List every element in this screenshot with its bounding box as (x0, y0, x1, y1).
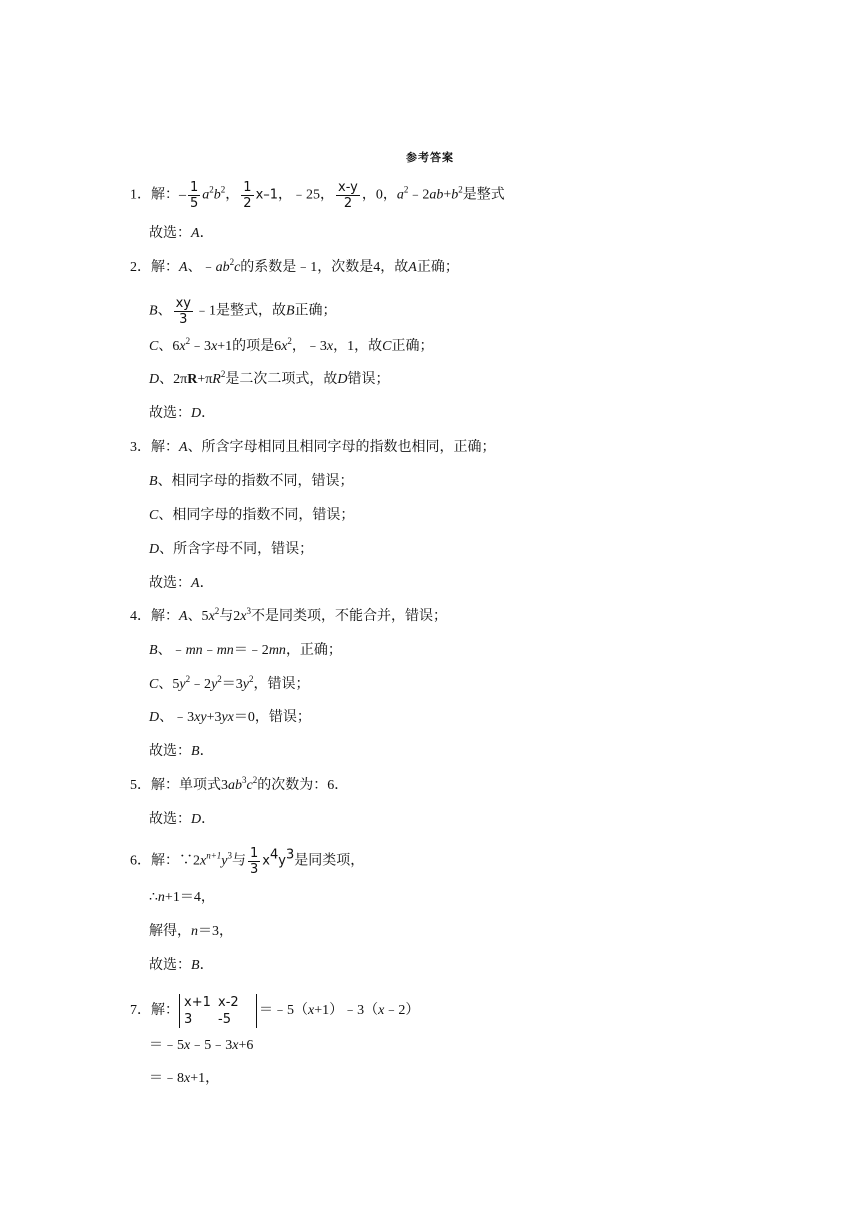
q7-line: 7．解：x+1 x-2 3 -5＝﹣5（x+1）﹣3（x﹣2） (130, 995, 420, 1027)
q7-step-2: ＝﹣8x+1， (149, 1071, 220, 1086)
fraction: $\frac{xy}{3}$ (175, 296, 191, 327)
q6-step-2: 解得，n＝3， (149, 924, 233, 939)
q6-step-1: ∴n+1＝4， (149, 890, 215, 905)
q5-line: 5．解：单项式$3ab^3c^2$的次数为：6． (130, 775, 349, 793)
fraction: $\frac{1}{2}$ (243, 180, 252, 211)
q6-answer: 故选：B． (149, 958, 214, 973)
q1-answer: 故选：A． (149, 226, 214, 241)
q3-line-a: 3．解：A、所含字母相同且相同字母的指数也相同，正确； (130, 440, 496, 455)
q2-line-d: D、$2\pi R+\pi R^2$是二次二项式，故D错误； (149, 369, 390, 387)
q3-line-b: B、相同字母的指数不同，错误； (149, 474, 354, 489)
q5-answer: 故选：D． (149, 812, 216, 827)
fraction: $\frac{x-y}{2}$ (338, 180, 358, 211)
q1-line: 1．解：– $\frac{1}{5}$ $a^2b^2$， $\frac{1}{2}$ x–1，﹣25， $\frac{x-y}{2}$ ，0，$a^2﹣2ab+b^2$是整式 (130, 180, 505, 211)
fraction: $\frac{1}{5}$ (190, 180, 199, 211)
fraction: $\frac{1}{3}$ (250, 846, 259, 877)
q7-step-1: ＝﹣5x﹣5﹣3x+6 (149, 1038, 254, 1053)
q4-line-b: B、﹣mn﹣mn＝﹣2mn，正确； (149, 643, 342, 658)
determinant: x+1 x-2 3 -5 (179, 994, 257, 1028)
q2-line-c: C、$6x^2﹣3x+1$的项是$6x^2$，﹣3x，1，故C正确； (149, 336, 434, 354)
q2-answer: 故选：D． (149, 406, 216, 421)
q4-line-a: 4．解：A、$5x^2$与$2x^3$不是同类项，不能合并，错误； (130, 606, 447, 624)
q4-line-d: D、﹣3xy+3yx＝0，错误； (149, 710, 311, 725)
q3-line-c: C、相同字母的指数不同，错误； (149, 508, 355, 523)
q4-line-c: C、$5y^2﹣2y^2=3y^2$，错误； (149, 674, 310, 692)
q3-answer: 故选：A． (149, 576, 214, 591)
q2-line-b: B、 $\frac{xy}{3}$ ﹣1是整式，故B正确； (149, 296, 337, 327)
q3-line-d: D、所含字母不同，错误； (149, 542, 314, 557)
q2-line-a: 2．解：A、$﹣ab^2c$的系数是﹣1，次数是4，故A正确； (130, 257, 459, 275)
q6-line: 6．解：$\because 2x^{n+1}y^3$与 $\frac{1}{3}$ $x^4y^3$是同类项， (130, 846, 365, 877)
page-title: 参考答案 (406, 151, 454, 164)
q4-answer: 故选：B． (149, 744, 214, 759)
